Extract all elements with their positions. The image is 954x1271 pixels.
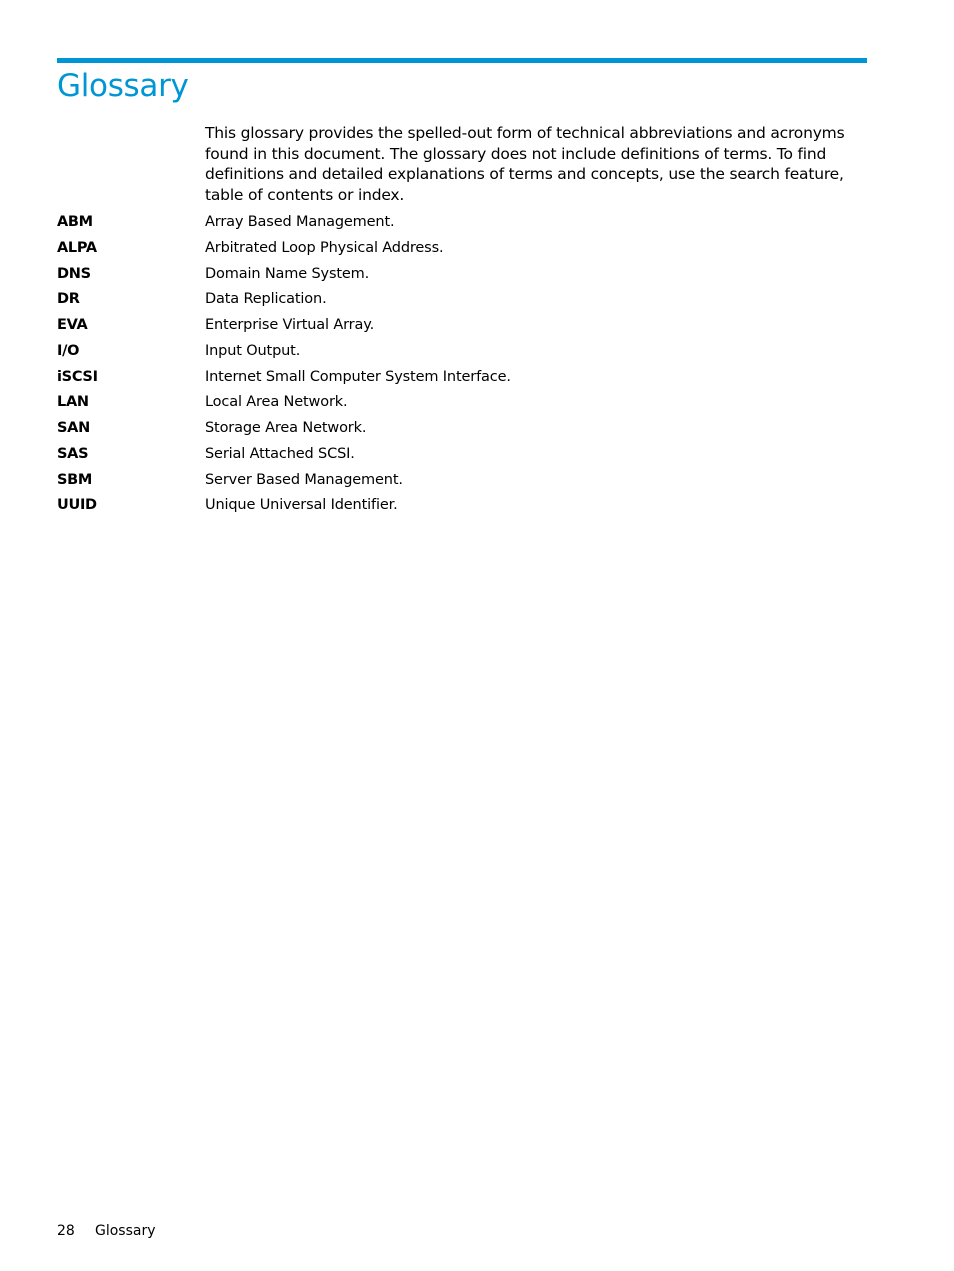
term-definition: Data Replication.	[205, 291, 327, 308]
term-abbreviation: SAS	[57, 445, 89, 462]
term-abbreviation: EVA	[57, 317, 88, 333]
glossary-entry	[57, 469, 867, 495]
term-abbreviation: iSCSI	[57, 368, 98, 385]
page-title: Glossary	[57, 68, 189, 104]
term-definition: Serial Attached SCSI.	[205, 445, 355, 462]
term-definition: Enterprise Virtual Array.	[205, 317, 375, 333]
term-definition: Domain Name System.	[205, 265, 370, 282]
glossary-entry	[57, 314, 867, 340]
glossary-entry	[57, 366, 867, 392]
header-rule	[57, 58, 867, 63]
term-definition: Internet Small Computer System Interface.	[205, 368, 511, 385]
term-definition: Input Output.	[205, 342, 301, 359]
term-abbreviation: UUID	[57, 497, 97, 514]
glossary-entry	[57, 391, 867, 417]
term-definition: Local Area Network.	[205, 394, 348, 411]
term-abbreviation: DNS	[57, 265, 91, 282]
page-number: 28	[57, 1223, 75, 1239]
footer-section-title: Glossary	[95, 1223, 156, 1239]
term-definition: Server Based Management.	[205, 471, 403, 488]
glossary-entry	[57, 237, 867, 263]
glossary-entry	[57, 340, 867, 366]
glossary-list	[57, 211, 867, 520]
term-abbreviation: ABM	[57, 214, 93, 230]
page-footer	[57, 1221, 156, 1241]
glossary-entry	[57, 443, 867, 469]
term-abbreviation: SBM	[57, 471, 93, 488]
term-definition: Array Based Management.	[205, 214, 395, 230]
term-abbreviation: ALPA	[57, 239, 97, 256]
term-abbreviation: LAN	[57, 394, 89, 411]
term-definition: Arbitrated Loop Physical Address.	[205, 239, 444, 256]
intro-paragraph: This glossary provides the spelled-out form of technical abbreviations and acronyms found in this document. The glossary does not include definitions of terms. To find definitions and detailed explanations of terms and concepts, use the search feature, table of contents or index.	[205, 124, 845, 205]
term-abbreviation: DR	[57, 291, 80, 308]
glossary-entry	[57, 288, 867, 314]
glossary-entry	[57, 417, 867, 443]
term-abbreviation: SAN	[57, 420, 90, 436]
term-definition: Unique Universal Identifier.	[205, 497, 398, 514]
term-abbreviation: I/O	[57, 342, 80, 359]
glossary-entry	[57, 211, 867, 237]
glossary-entry	[57, 494, 867, 520]
glossary-entry	[57, 263, 867, 289]
term-definition: Storage Area Network.	[205, 420, 367, 436]
